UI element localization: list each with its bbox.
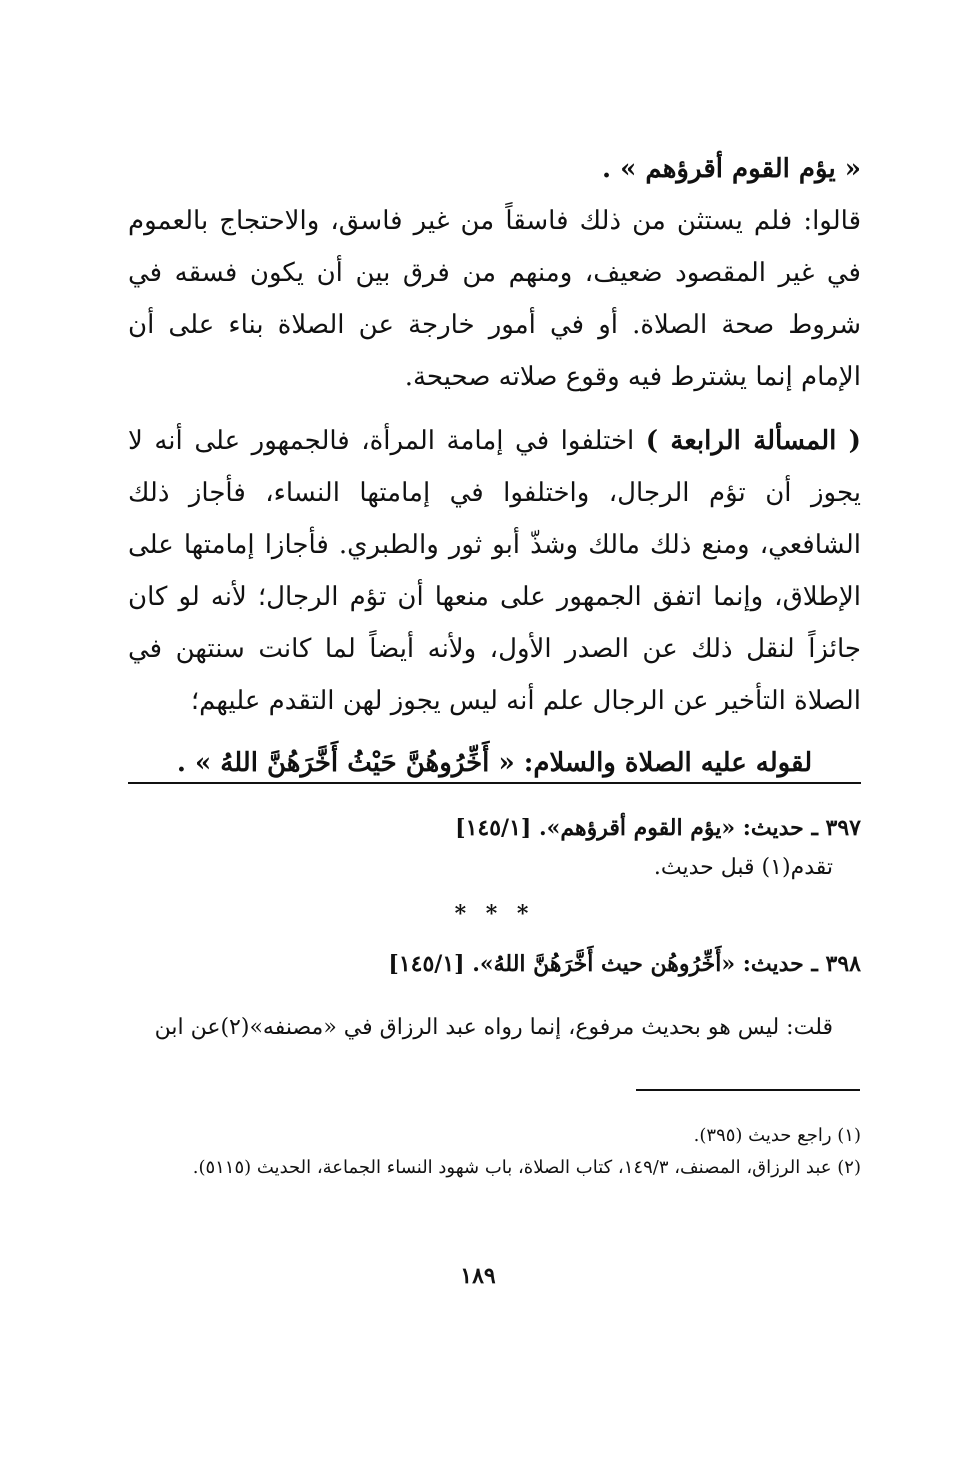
fourth-issue-text: اختلفوا في إمامة المرأة، فالجمهور على أنه لا يجوز أن تؤم الرجال، واختلفوا في إمامتها النساء، فأجاز ذلك الشافعي، ومنع ذلك مالك وشذّ أبو ثور والطبري. فأجازا إمامتها على الإطلاق، وإنما اتفق الجمهور على منعها أن تؤم الرجال؛ لأنه لو كان جائزاً لنقل ذلك عن الصدر الأول، ولأنه أيضاً لما كانت سنتهن في الصلاة التأخير عن الرجال علم أنه ليس يجوز لهن التقدم عليهم؛ xyxy=(128,426,861,716)
hadith-citation-line: « يؤم القوم أقرؤهم » . xyxy=(602,154,861,184)
hadith-notes-block xyxy=(128,808,861,1048)
fourth-issue-label: ( المسألة الرابعة ) xyxy=(645,426,861,456)
main-text-block xyxy=(128,143,861,789)
footnote-1: (١) راجع حديث (٣٩٥). xyxy=(693,1125,861,1146)
section-separator: * * * xyxy=(454,901,535,927)
hadith-quote-line: لقوله عليه الصلاة والسلام: « أَخِّرُوهُنَّ حَيْثُ أَخَّرَهُنَّ اللهُ » . xyxy=(176,748,813,778)
note-397-title: ٣٩٧ ـ حديث: «يؤم القوم أقرؤهم». [١٤٥/١] xyxy=(455,815,861,841)
footnote-2: (٢) عبد الرزاق، المصنف، ١٤٩/٣، كتاب الصلاة، باب شهود النساء الجماعة، الحديث (٥١١٥). xyxy=(192,1157,861,1178)
note-397-body: تقدم(١) قبل حديث. xyxy=(653,855,833,880)
note-398-title: ٣٩٨ ـ حديث: «أَخِّرُوهُن حيث أَخَّرَهُنَّ اللهُ». [١٤٥/١] xyxy=(388,951,861,977)
paragraph-fourth-issue xyxy=(128,415,861,727)
body-notes-divider xyxy=(128,782,861,784)
page-number: ١٨٩ xyxy=(460,1263,496,1289)
paragraph-fasiq-imam: قالوا: فلم يستثن من ذلك فاسقاً من غير فاسق، والاحتجاج بالعموم في غير المقصود ضعيف، ومنهم من فرق بين أن يكون فسقه في شروط صحة الصلاة. أو في أمور خارجة عن الصلاة بناء على أن الإمام إنما يشترط فيه وقوع صلاته صحيحة. xyxy=(128,206,861,392)
note-398-body: قلت: ليس هو بحديث مرفوع، إنما رواه عبد الرزاق في «مصنفه»(٢)عن ابن xyxy=(154,1015,833,1040)
footnotes-block xyxy=(128,1120,861,1184)
footnote-divider xyxy=(636,1089,860,1091)
